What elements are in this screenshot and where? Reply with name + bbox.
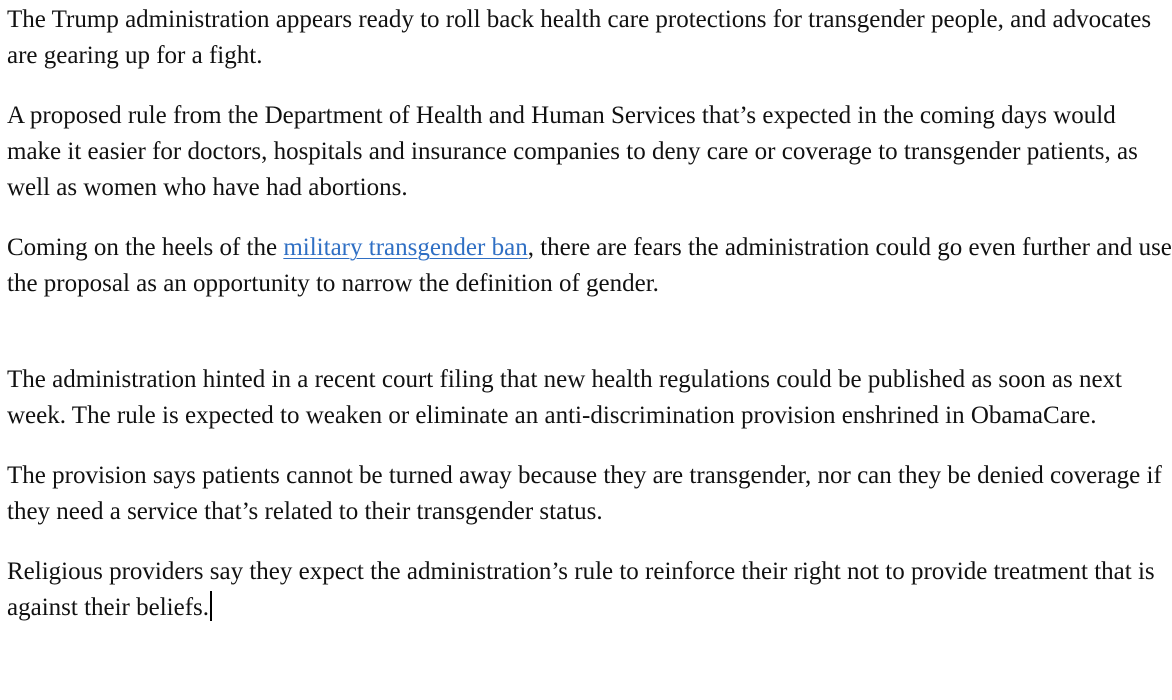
military-transgender-ban-link[interactable]: military transgender ban bbox=[283, 234, 528, 261]
paragraph-5: The provision says patients cannot be turned away because they are transgender, nor can they be denied coverage if they need a service that’s related to their transgender status. bbox=[7, 462, 1162, 525]
paragraph-3-text-end: , there are fears the administration could go even further and use the proposal as an opportunity to narrow the definition of gender. bbox=[7, 234, 1172, 297]
paragraph-6 bbox=[7, 554, 1172, 626]
paragraph-1: The Trump administration appears ready to roll back health care protections for transgender people, and advocates are gearing up for a fight. bbox=[7, 6, 1152, 69]
paragraph-3-text-start: Coming on the heels of the bbox=[7, 234, 284, 261]
paragraph-3 bbox=[7, 230, 1172, 302]
paragraph-4: The administration hinted in a recent court filing that new health regulations could be published as soon as next week. The rule is expected to weaken or eliminate an anti-discrimination provision enshrined in ObamaCare. bbox=[7, 366, 1122, 429]
document-body[interactable] bbox=[7, 2, 1172, 650]
text-cursor bbox=[210, 591, 212, 621]
paragraph-2: A proposed rule from the Department of Health and Human Services that’s expected in the coming days would make it easier for doctors, hospitals and insurance companies to deny care or coverage to transgender patients, as well as women who have had abortions. bbox=[7, 102, 1138, 201]
paragraph-6-text: Religious providers say they expect the administration’s rule to reinforce their right not to provide treatment that is against their beliefs. bbox=[7, 558, 1155, 621]
blank-line bbox=[7, 326, 1172, 362]
